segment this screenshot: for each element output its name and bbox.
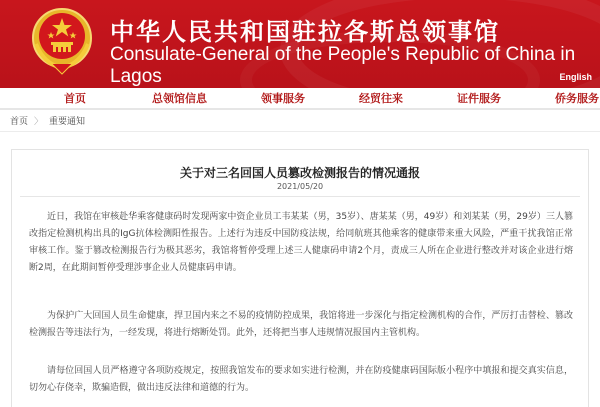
main-navigation [0, 88, 600, 110]
title-divider [20, 196, 580, 197]
article-paragraph: 近日，我馆在审核赴华乘客健康码时发现两家中资企业员工韦某某（男，35岁）、唐某某（男，49岁）和刘某某（男，29岁）三人篡改指定检测机构出具的IgG抗体检测阳性报告。上述行为违反中国防疫法规，给同航班其他乘客的健康带来重大风险，严重干扰我馆正常审核工作。鉴于篡改检测报告行为极其恶劣，我馆将暂停受理上述三人健康码申请2个月，责成三人所在企业进行整改并对该企业进行熔断2周，在此期间暂停受理涉事企业人员健康码申请。 [29, 212, 573, 273]
article-paragraph: 为保护广大回国人员生命健康，捍卫国内来之不易的疫情防控成果，我馆将进一步深化与指定检测机构的合作，严厉打击替检、篡改检测报告等违法行为，一经发现，将进行熔断处罚。此外，还将把当事人违规情况报国内主管机构。 [29, 311, 573, 338]
nav-item-consulate-info[interactable]: 总领馆信息 [152, 92, 207, 105]
article-title: 关于对三名回国人员篡改检测报告的情况通报 [179, 166, 420, 180]
nav-item-overseas-chinese[interactable]: 侨务服务 [555, 92, 599, 105]
breadcrumb-home-link[interactable]: 首页 [10, 117, 29, 127]
breadcrumb [0, 110, 600, 132]
nav-item-document-services[interactable]: 证件服务 [457, 92, 501, 105]
article-paragraph: 请每位回国人员严格遵守各项防疫规定，按照我馆发布的要求如实进行检测，并在防疫健康码国际版小程序中填报和提交真实信息，切勿心存侥幸，欺骗造假，做出违反法律和道德的行为。 [29, 366, 573, 393]
nav-item-consular-services[interactable]: 领事服务 [261, 92, 305, 105]
site-title-chinese: 中华人民共和国驻拉各斯总领事馆 [110, 18, 500, 46]
breadcrumb-separator: 〉 [34, 117, 44, 127]
nav-item-home[interactable]: 首页 [64, 92, 86, 105]
nav-item-economic-trade[interactable]: 经贸往来 [359, 92, 403, 105]
article-date: 2021/05/20 [276, 182, 324, 191]
site-title-english: Consulate-General of the People's Republic of China in Lagos [110, 44, 576, 87]
english-language-link[interactable]: English [559, 72, 592, 82]
national-emblem-icon[interactable] [30, 6, 94, 76]
breadcrumb-current-link[interactable]: 重要通知 [49, 117, 86, 127]
article-panel [11, 149, 589, 407]
site-header [0, 0, 600, 88]
